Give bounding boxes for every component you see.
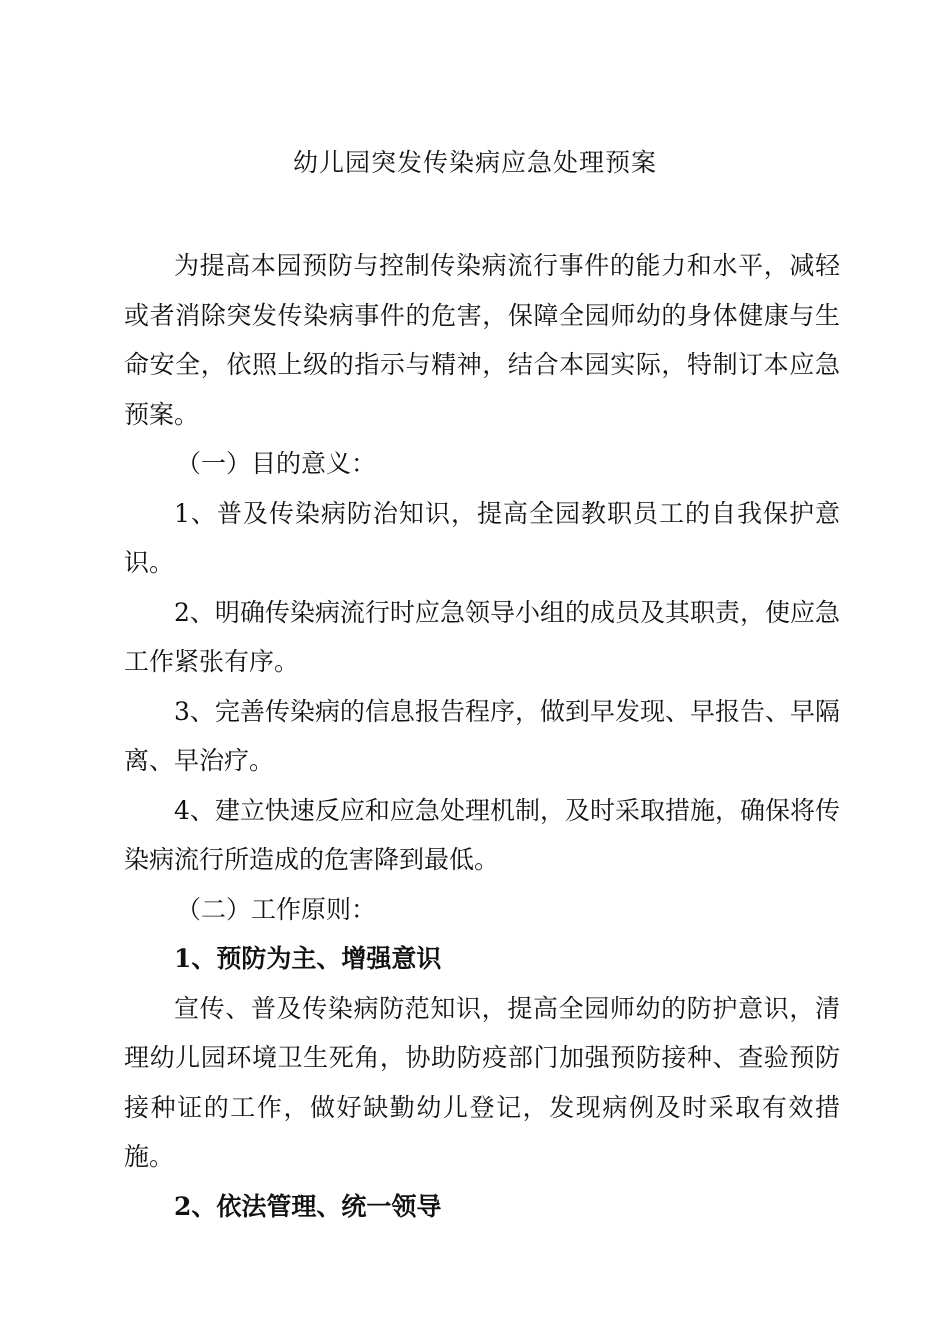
principle-heading-2: 2、依法管理、统一领导 [174, 1191, 442, 1221]
principle-heading-1: 1、预防为主、增强意识 [174, 944, 442, 973]
intro-paragraph: 为提高本园预防与控制传染病流行事件的能力和水平，减轻或者消除突发传染病事件的危害，保障全园师幼的身体健康与生命安全，依照上级的指示与精神，结合本园实际，特制订本应急预案。 [124, 251, 840, 429]
document-body [124, 241, 840, 1231]
section-heading-purpose: （一）目的意义： [176, 449, 377, 478]
document-title: 幼儿园突发传染病应急处理预案 [292, 148, 657, 177]
purpose-item-2: 2、明确传染病流行时应急领导小组的成员及其职责，使应急工作紧张有序。 [124, 597, 840, 676]
section-heading-principles: （二）工作原则： [176, 894, 377, 924]
purpose-item-4: 4、建立快速反应和应急处理机制，及时采取措施，确保将传染病流行所造成的危害降到最低。 [124, 795, 840, 874]
purpose-item-1: 1、普及传染病防治知识，提高全园教职员工的自我保护意识。 [124, 498, 840, 577]
purpose-item-3: 3、完善传染病的信息报告程序，做到早发现、早报告、早隔离、早治疗。 [124, 696, 840, 775]
principle-paragraph-1: 宣传、普及传染病防范知识，提高全园师幼的防护意识，清理幼儿园环境卫生死角，协助防疫部门加强预防接种、查验预防接种证的工作，做好缺勤幼儿登记，发现病例及时采取有效措施。 [124, 993, 840, 1171]
